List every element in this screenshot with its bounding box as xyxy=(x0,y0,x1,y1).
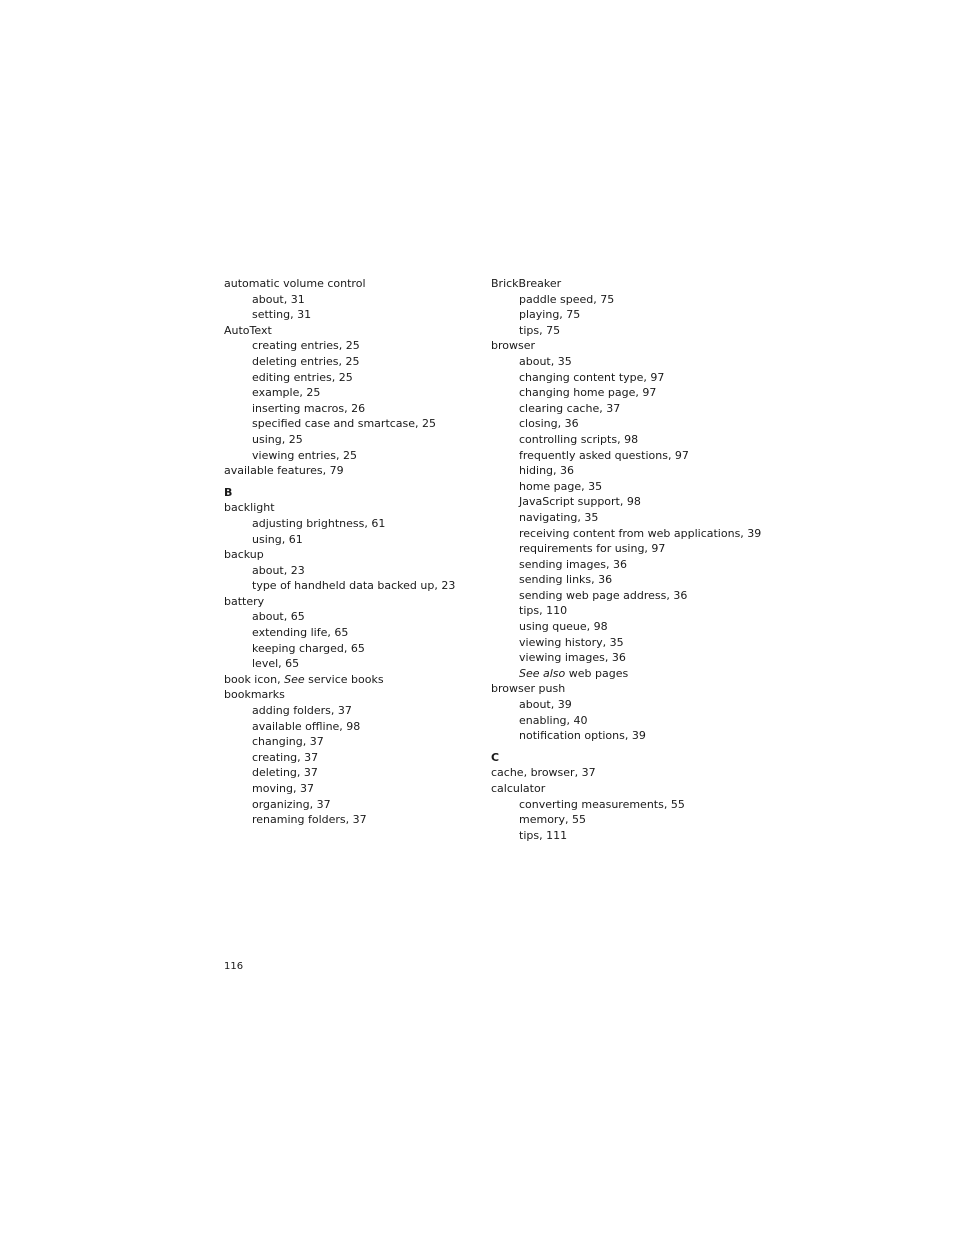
index-subentry: level, 65 xyxy=(252,657,300,671)
index-column-right xyxy=(491,276,762,843)
index-subentry: deleting, 37 xyxy=(252,766,318,780)
index-subentry: renaming folders, 37 xyxy=(252,813,367,827)
index-subentry: organizing, 37 xyxy=(252,797,331,811)
see-reference: See xyxy=(284,672,305,686)
index-subentry: about, 31 xyxy=(252,292,305,306)
index-subentry xyxy=(491,666,751,682)
index-subentry: editing entries, 25 xyxy=(252,370,353,384)
index-subentry: notification options, 39 xyxy=(519,729,646,743)
index-entry: BrickBreaker xyxy=(491,277,562,290)
index-subentry: about, 65 xyxy=(252,610,305,624)
index-subentry: moving, 37 xyxy=(252,782,314,795)
index-subentry: playing, 75 xyxy=(519,308,581,322)
index-subentry: enabling, 40 xyxy=(519,713,588,727)
index-subentry: tips, 75 xyxy=(519,323,561,337)
index-entry: available features, 79 xyxy=(224,464,344,478)
index-subentry: viewing history, 35 xyxy=(519,635,624,649)
index-subentry: adding folders, 37 xyxy=(252,704,352,718)
index-subentry: setting, 31 xyxy=(252,308,312,322)
index-subentry: type of handheld data backed up, 23 xyxy=(252,579,456,593)
index-subentry: clearing cache, 37 xyxy=(519,401,621,415)
index-subentry: about, 35 xyxy=(519,354,572,368)
index-subentry: converting measurements, 55 xyxy=(519,797,685,811)
index-subentry: sending links, 36 xyxy=(519,573,613,587)
index-subentry: creating entries, 25 xyxy=(252,339,360,353)
index-entry: backup xyxy=(224,548,264,562)
entry-text: web pages xyxy=(565,666,629,680)
index-subentry: home page, 35 xyxy=(519,479,603,493)
index-subentry: using, 61 xyxy=(252,532,303,546)
index-subentry: memory, 55 xyxy=(519,813,586,827)
index-subentry: frequently asked questions, 97 xyxy=(519,448,689,462)
index-subentry: adjusting brightness, 61 xyxy=(252,516,386,530)
page-number: 116 xyxy=(224,961,244,972)
index-entry: AutoText xyxy=(224,323,272,337)
index-subentry: specified case and smartcase, 25 xyxy=(252,417,437,431)
index-entry: bookmarks xyxy=(224,688,285,702)
index-entry: browser push xyxy=(491,682,566,696)
index-subentry: about, 23 xyxy=(252,563,305,577)
index-entry: calculator xyxy=(491,782,546,795)
index-subentry: keeping charged, 65 xyxy=(252,641,365,655)
entry-text: service books xyxy=(304,672,384,686)
index-subentry: sending images, 36 xyxy=(519,557,627,571)
index-subentry: tips, 110 xyxy=(519,604,568,618)
index-subentry: viewing entries, 25 xyxy=(252,448,357,462)
index-column-left xyxy=(224,276,474,828)
index-subentry: closing, 36 xyxy=(519,417,579,431)
index-subentry: about, 39 xyxy=(519,698,572,712)
index-subentry: receiving content from web applications, 39 xyxy=(519,526,762,540)
index-entry: browser xyxy=(491,339,536,353)
see-reference: See also xyxy=(519,666,566,680)
index-subentry: available offline, 98 xyxy=(252,719,361,733)
index-subentry: changing home page, 97 xyxy=(519,386,657,400)
index-letter-heading: C xyxy=(491,750,500,764)
index-entry: automatic volume control xyxy=(224,277,366,290)
entry-text: book icon, xyxy=(224,672,285,686)
index-entry: cache, browser, 37 xyxy=(491,766,596,780)
index-subentry: using queue, 98 xyxy=(519,620,608,634)
index-subentry: inserting macros, 26 xyxy=(252,401,366,415)
index-subentry: deleting entries, 25 xyxy=(252,354,360,368)
index-subentry: navigating, 35 xyxy=(519,510,599,524)
index-subentry: using, 25 xyxy=(252,432,303,446)
index-subentry: example, 25 xyxy=(252,386,321,400)
index-subentry: sending web page address, 36 xyxy=(519,588,688,602)
index-entry: battery xyxy=(224,594,265,608)
index-entry xyxy=(224,672,474,688)
index-subentry: JavaScript support, 98 xyxy=(519,495,641,509)
index-letter-heading: B xyxy=(224,485,233,499)
index-entry: backlight xyxy=(224,501,275,515)
index-subentry: tips, 111 xyxy=(519,828,568,842)
index-subentry: controlling scripts, 98 xyxy=(519,432,639,446)
index-subentry: extending life, 65 xyxy=(252,626,349,640)
index-subentry: requirements for using, 97 xyxy=(519,542,666,556)
index-subentry: creating, 37 xyxy=(252,750,319,764)
index-subentry: changing, 37 xyxy=(252,735,324,749)
index-subentry: hiding, 36 xyxy=(519,464,575,478)
index-subentry: changing content type, 97 xyxy=(519,370,665,384)
index-subentry: paddle speed, 75 xyxy=(519,292,615,306)
index-subentry: viewing images, 36 xyxy=(519,651,626,665)
